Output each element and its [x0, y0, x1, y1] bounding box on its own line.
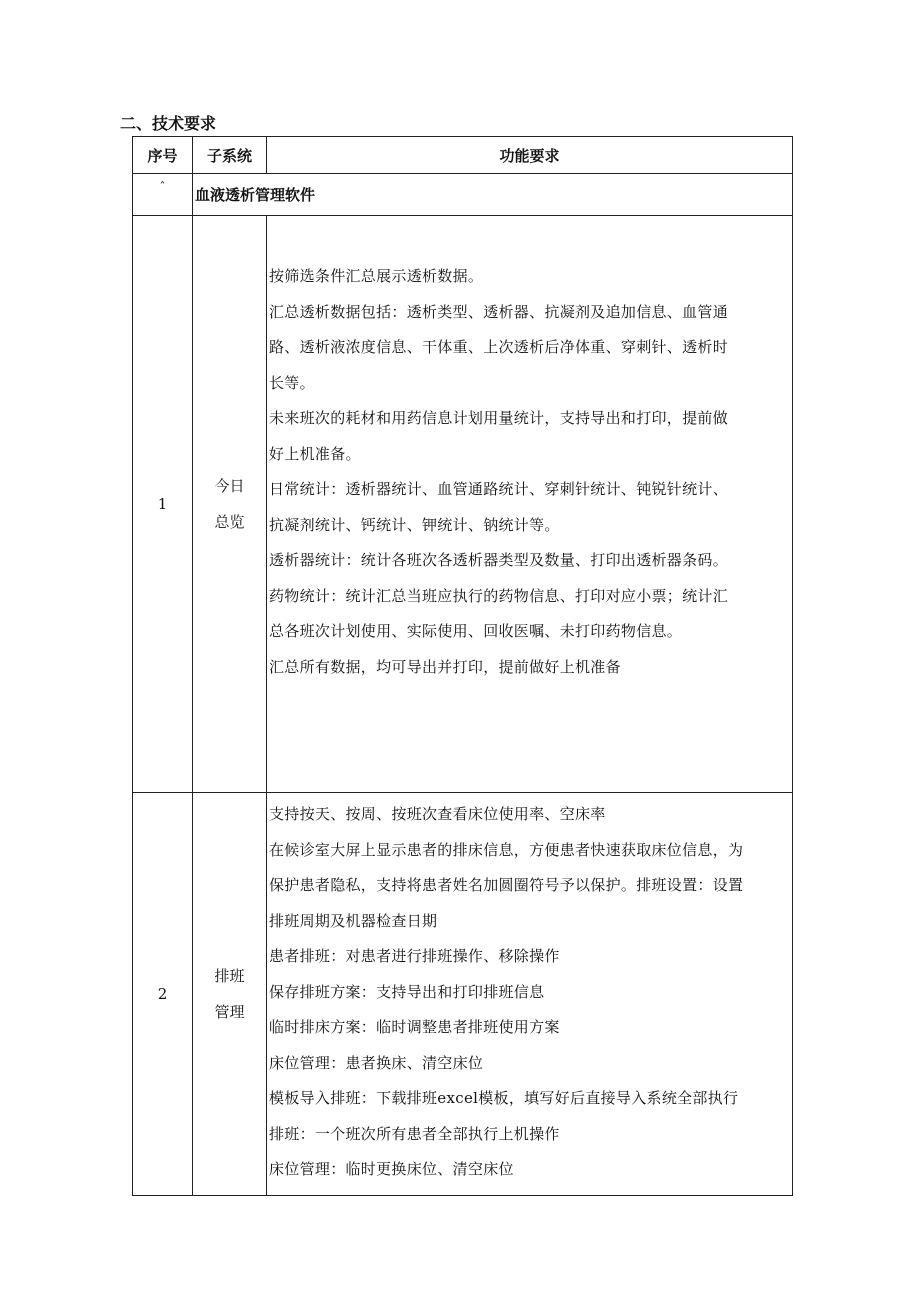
category-row — [133, 174, 793, 216]
function-line: 保护患者隐私，支持将患者姓名加圆圈符号予以保护。排班设置：设置 — [269, 876, 744, 894]
category-name: 血液透析管理软件 — [193, 174, 793, 216]
function-line: 模板导入排班：下载排班excel模板，填写好后直接导入系统全部执行 — [269, 1089, 739, 1107]
function-line: 未来班次的耗材和用药信息计划用量统计，支持导出和打印，提前做 — [269, 409, 729, 427]
function-line: 好上机准备。 — [269, 444, 361, 463]
row-seq: 2 — [133, 793, 193, 1196]
row-seq: 1 — [133, 216, 193, 793]
row-function — [267, 793, 793, 1196]
section-heading: 二、技术要求 — [120, 114, 217, 133]
function-line: 排班周期及机器检查日期 — [269, 911, 438, 930]
function-line: 患者排班：对患者进行排班操作、移除操作 — [269, 947, 560, 965]
function-line: 透析器统计：统计各班次各透析器类型及数量、打印出透析器条码。 — [269, 551, 729, 569]
function-line: 按筛选条件汇总展示透析数据。 — [269, 267, 484, 285]
row-subsystem — [193, 793, 267, 1196]
subsystem-line: 排班 — [214, 967, 245, 985]
function-line: 汇总透析数据包括：透析类型、透析器、抗凝剂及追加信息、血管通 — [269, 302, 729, 321]
function-line: 日常统计：透析器统计、血管通路统计、穿刺针统计、钝锐针统计、 — [269, 480, 729, 498]
table-row — [133, 793, 793, 1196]
function-line: 床位管理：临时更换床位、清空床位 — [269, 1160, 514, 1178]
header-subsystem: 子系统 — [193, 137, 267, 174]
function-line: 临时排床方案：临时调整患者排班使用方案 — [269, 1018, 560, 1036]
header-function: 功能要求 — [267, 137, 793, 174]
row-function — [267, 216, 793, 793]
header-row — [133, 137, 793, 174]
requirements-table — [132, 136, 793, 1196]
category-seq: ˆ — [133, 174, 193, 216]
table-row — [133, 216, 793, 793]
function-line: 排班：一个班次所有患者全部执行上机操作 — [269, 1124, 560, 1143]
function-line: 抗凝剂统计、钙统计、钾统计、钠统计等。 — [269, 515, 560, 534]
function-line: 支持按天、按周、按班次查看床位使用率、空床率 — [269, 805, 606, 823]
subsystem-line: 管理 — [214, 1003, 245, 1021]
function-line: 在候诊室大屏上显示患者的排床信息，方便患者快速获取床位信息，为 — [269, 840, 744, 859]
function-line: 床位管理：患者换床、清空床位 — [269, 1053, 484, 1072]
function-line: 长等。 — [269, 373, 315, 392]
function-line: 药物统计：统计汇总当班应执行的药物信息、打印对应小票；统计汇 — [269, 586, 729, 605]
function-line: 路、透析液浓度信息、干体重、上次透析后净体重、穿刺针、透析时 — [269, 338, 729, 356]
header-seq: 序号 — [133, 137, 193, 174]
function-line: 汇总所有数据，均可导出并打印，提前做好上机准备 — [269, 657, 621, 676]
subsystem-line: 今日 — [214, 477, 245, 495]
function-line: 总各班次计划使用、实际使用、回收医嘱、未打印药物信息。 — [269, 622, 683, 640]
row-subsystem — [193, 216, 267, 793]
subsystem-line: 总览 — [214, 513, 245, 531]
function-line: 保存排班方案：支持导出和打印排班信息 — [269, 982, 545, 1001]
